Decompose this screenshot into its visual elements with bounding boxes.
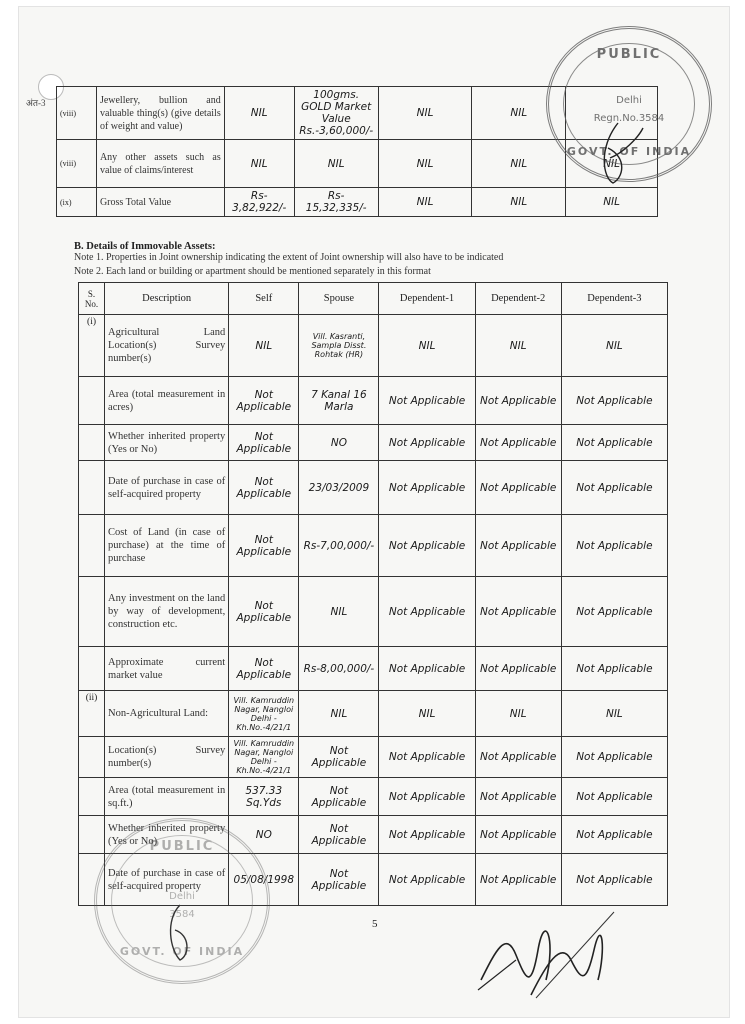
cell-spouse: NO xyxy=(299,425,379,461)
cell-dep2: NIL xyxy=(475,691,561,737)
page-edge xyxy=(0,0,18,1024)
cell-dep1: NIL xyxy=(379,691,475,737)
header-spouse: Spouse xyxy=(299,283,379,315)
cell-self: NIL xyxy=(224,87,294,140)
cell-dep2: Not Applicable xyxy=(475,461,561,515)
table-row xyxy=(79,647,668,691)
cell-self: NO xyxy=(229,816,299,854)
cell-no xyxy=(79,778,105,816)
cell-dep3: Not Applicable xyxy=(561,461,667,515)
cell-dep3: Not Applicable xyxy=(561,778,667,816)
cell-spouse: 7 Kanal 16 Marla xyxy=(299,377,379,425)
cell-desc: Whether inherited property (Yes or No) xyxy=(105,816,229,854)
cell-dep2: Not Applicable xyxy=(475,577,561,647)
cell-dep3: Not Applicable xyxy=(561,377,667,425)
cell-desc: Area (total measurement in acres) xyxy=(105,377,229,425)
cell-desc: Cost of Land (in case of purchase) at the time of purchase xyxy=(105,515,229,577)
table-row xyxy=(79,315,668,377)
cell-self: 537.33 Sq.Yds xyxy=(229,778,299,816)
cell-dep2: NIL xyxy=(472,87,566,140)
cell-dep3: NIL xyxy=(566,188,658,217)
cell-self: 05/08/1998 xyxy=(229,854,299,906)
cell-spouse: Rs-15,32,335/- xyxy=(294,188,378,217)
table-row xyxy=(79,425,668,461)
cell-self: Vill. Kamruddin Nagar, Nangloi Delhi - Kh.No.-4/21/1 xyxy=(229,737,299,778)
section-title: B. Details of Immovable Assets: xyxy=(74,241,216,252)
cell-dep1: Not Applicable xyxy=(379,461,475,515)
cell-dep3: Not Applicable xyxy=(561,425,667,461)
cell-dep1: Not Applicable xyxy=(379,778,475,816)
cell-spouse: 100gms. GOLD Market Value Rs.-3,60,000/- xyxy=(294,87,378,140)
cell-dep3: Not Applicable xyxy=(561,816,667,854)
cell-dep2: Not Applicable xyxy=(475,647,561,691)
cell-dep3: NIL xyxy=(566,140,658,188)
cell-self: NIL xyxy=(224,140,294,188)
cell-dep2: NIL xyxy=(472,188,566,217)
cell-no: (viii) xyxy=(57,87,97,140)
cell-dep3: NIL xyxy=(561,691,667,737)
cell-dep1: NIL xyxy=(378,188,472,217)
table-row xyxy=(79,778,668,816)
table-row xyxy=(79,461,668,515)
header-description: Description xyxy=(105,283,229,315)
cell-dep1: NIL xyxy=(378,87,472,140)
cell-no xyxy=(79,461,105,515)
cell-spouse: NIL xyxy=(299,691,379,737)
table-row xyxy=(79,377,668,425)
stamp-signature-scribble xyxy=(588,118,648,188)
header-dependent-2: Dependent-2 xyxy=(475,283,561,315)
cell-dep1: NIL xyxy=(379,315,475,377)
table-row xyxy=(79,515,668,577)
cell-dep2: NIL xyxy=(475,315,561,377)
cell-dep2: NIL xyxy=(472,140,566,188)
stamp-bottom-line4: GOVT. OF INDIA xyxy=(119,945,245,958)
cell-dep1: Not Applicable xyxy=(379,425,475,461)
cell-desc: Date of purchase in case of self-acquired property xyxy=(105,461,229,515)
table-row xyxy=(79,577,668,647)
cell-self: Rs-3,82,922/- xyxy=(224,188,294,217)
cell-spouse: Rs-7,00,000/- xyxy=(299,515,379,577)
note-2: Note 2. Each land or building or apartment should be mentioned separately in this format xyxy=(74,266,431,277)
cell-no: (ii) xyxy=(79,691,105,737)
cell-dep2: Not Applicable xyxy=(475,816,561,854)
cell-spouse: Not Applicable xyxy=(299,778,379,816)
cell-no xyxy=(79,737,105,778)
stamp-top-line2: Delhi xyxy=(616,95,642,106)
cell-desc: Gross Total Value xyxy=(96,188,224,217)
cell-dep1: Not Applicable xyxy=(379,647,475,691)
cell-desc: Jewellery, bullion and valuable thing(s) (give details of weight and value) xyxy=(96,87,224,140)
cell-no xyxy=(79,425,105,461)
cell-spouse: Not Applicable xyxy=(299,816,379,854)
stamp-bottom-line2: Delhi xyxy=(169,891,195,902)
cell-self: Not Applicable xyxy=(229,647,299,691)
cell-desc: Location(s) Survey number(s) xyxy=(105,737,229,778)
stamp-top-line4: GOVT. OF INDIA xyxy=(566,145,692,158)
cell-spouse: NIL xyxy=(294,140,378,188)
cell-dep3: NIL xyxy=(561,315,667,377)
cell-no xyxy=(79,377,105,425)
left-margin-mark: अंत-3 xyxy=(26,98,46,108)
cell-dep3: Not Applicable xyxy=(561,647,667,691)
cell-self: Not Applicable xyxy=(229,577,299,647)
header-dependent-1: Dependent-1 xyxy=(379,283,475,315)
cell-dep1: NIL xyxy=(378,140,472,188)
cell-dep2: Not Applicable xyxy=(475,854,561,906)
table-row xyxy=(79,737,668,778)
header-dependent-3: Dependent-3 xyxy=(561,283,667,315)
cell-desc: Any investment on the land by way of development, construction etc. xyxy=(105,577,229,647)
cell-dep3: Not Applicable xyxy=(561,854,667,906)
cell-dep3: Not Applicable xyxy=(561,577,667,647)
table-row xyxy=(57,188,658,217)
cell-dep1: Not Applicable xyxy=(379,854,475,906)
cell-dep1: Not Applicable xyxy=(379,577,475,647)
cell-desc: Non-Agricultural Land: xyxy=(105,691,229,737)
note-1: Note 1. Properties in Joint ownership indicating the extent of Joint ownership will also have to be indicated xyxy=(74,252,504,263)
cell-self: Not Applicable xyxy=(229,515,299,577)
cell-dep3: Not Applicable xyxy=(561,515,667,577)
cell-dep1: Not Applicable xyxy=(379,816,475,854)
immovable-assets-table xyxy=(78,282,668,906)
cell-self: NIL xyxy=(229,315,299,377)
cell-self: Not Applicable xyxy=(229,377,299,425)
stamp-bottom-line1: PUBLIC xyxy=(149,839,215,854)
cell-dep1: Not Applicable xyxy=(379,515,475,577)
table-row xyxy=(79,691,668,737)
cell-no: (viii) xyxy=(57,140,97,188)
cell-dep2: Not Applicable xyxy=(475,778,561,816)
header-self: Self xyxy=(229,283,299,315)
cell-desc: Date of purchase in case of self-acquired property xyxy=(105,854,229,906)
cell-spouse: NIL xyxy=(299,577,379,647)
cell-desc: Agricultural Land Location(s) Survey number(s) xyxy=(105,315,229,377)
cell-no xyxy=(79,577,105,647)
cell-desc: Whether inherited property (Yes or No) xyxy=(105,425,229,461)
cell-dep2: Not Applicable xyxy=(475,425,561,461)
cell-self: Not Applicable xyxy=(229,425,299,461)
cell-desc: Approximate current market value xyxy=(105,647,229,691)
page-number: 5 xyxy=(372,918,378,930)
cell-no xyxy=(79,515,105,577)
cell-dep2: Not Applicable xyxy=(475,515,561,577)
cell-desc: Any other assets such as value of claims/interest xyxy=(96,140,224,188)
cell-spouse: Rs-8,00,000/- xyxy=(299,647,379,691)
cell-self: Vill. Kamruddin Nagar, Nangloi Delhi - Kh.No.-4/21/1 xyxy=(229,691,299,737)
stamp-top-line1: PUBLIC xyxy=(596,47,662,62)
cell-spouse: Not Applicable xyxy=(299,854,379,906)
signature-image xyxy=(476,910,616,1000)
cell-no: (i) xyxy=(79,315,105,377)
cell-dep2: Not Applicable xyxy=(475,737,561,778)
cell-no: (ix) xyxy=(57,188,97,217)
cell-dep3: Not Applicable xyxy=(561,737,667,778)
cell-desc: Area (total measurement in sq.ft.) xyxy=(105,778,229,816)
stamp-top-line3: Regn.No.3584 xyxy=(593,113,665,124)
cell-spouse: Vill. Kasranti, Sampla Disst. Rohtak (HR) xyxy=(299,315,379,377)
cell-spouse: Not Applicable xyxy=(299,737,379,778)
cell-no xyxy=(79,647,105,691)
bottom-stamp-scribble xyxy=(160,900,200,970)
stamp-bottom-line3: 3584 xyxy=(169,909,195,920)
table-header-row xyxy=(79,283,668,315)
cell-dep1: Not Applicable xyxy=(379,377,475,425)
header-sno: S. No. xyxy=(79,283,105,315)
cell-spouse: 23/03/2009 xyxy=(299,461,379,515)
cell-dep1: Not Applicable xyxy=(379,737,475,778)
cell-self: Not Applicable xyxy=(229,461,299,515)
cell-dep2: Not Applicable xyxy=(475,377,561,425)
